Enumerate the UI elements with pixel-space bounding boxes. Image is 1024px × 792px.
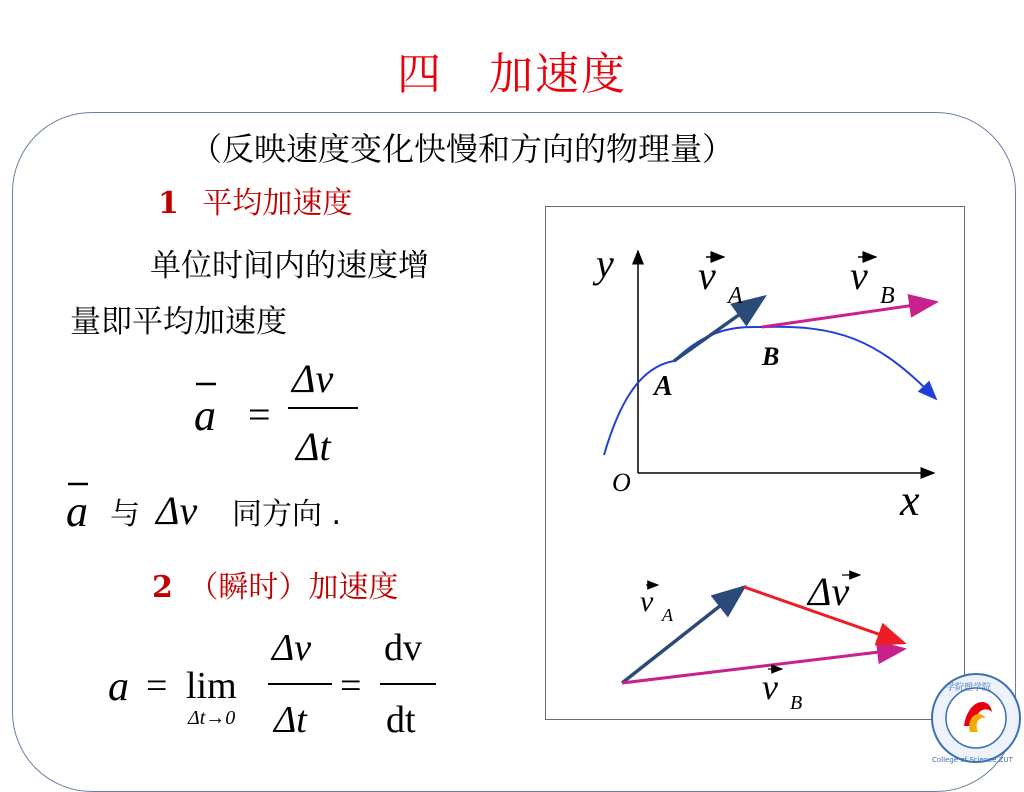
formula1-equals: = — [248, 392, 271, 437]
formula1-lhs: a — [194, 391, 216, 440]
definition-line-1: 单位时间内的速度增 — [150, 248, 429, 284]
vb-label: v — [850, 253, 868, 298]
section-2-heading — [152, 562, 398, 606]
logo-bottom-text: College of Science,ZUT — [932, 756, 1013, 764]
velocity-vector-b — [762, 302, 936, 327]
formula2-equals-2: = — [340, 665, 362, 707]
x-axis-label: x — [900, 476, 920, 525]
formula2-numerator-2: dv — [384, 627, 422, 669]
average-acceleration-formula — [190, 352, 380, 472]
formula1-numerator: Δv — [292, 356, 334, 401]
formula2-equals-1: = — [146, 665, 168, 707]
triangle-vb-label: v — [762, 667, 778, 707]
velocity-vector-a — [674, 297, 764, 361]
page-title: 四 加速度 — [397, 49, 627, 100]
formula2-denominator-1: Δt — [274, 699, 307, 741]
triangle-va-subscript: A — [662, 605, 673, 625]
direction-with: 与 — [110, 497, 140, 532]
triangle-va-label: v — [640, 585, 654, 618]
vb-subscript: B — [880, 283, 895, 309]
direction-a: a — [66, 487, 88, 536]
triangle-vb-subscript: B — [790, 692, 803, 714]
point-a-label: A — [654, 371, 673, 402]
section-1-label: 平均加速度 — [202, 186, 353, 221]
subtitle: （反映速度变化快慢和方向的物理量） — [190, 130, 735, 168]
section-2-number: 2 — [152, 570, 173, 605]
va-subscript: A — [728, 283, 743, 309]
section-1-number: 1 — [158, 186, 179, 221]
formula2-lim: lim — [186, 665, 237, 707]
section-2-label: （瞬时）加速度 — [188, 570, 399, 605]
va-label: v — [698, 253, 716, 298]
instantaneous-acceleration-formula — [104, 622, 444, 742]
diagram-panel — [545, 206, 965, 720]
formula2-denominator-2: dt — [386, 699, 416, 741]
formula1-denominator: Δt — [296, 424, 331, 469]
formula2-numerator-1: Δv — [272, 627, 312, 669]
point-b-label: B — [762, 342, 780, 371]
triangle-dv-label: Δv — [808, 569, 850, 614]
college-logo — [928, 668, 1024, 768]
velocity-diagram — [546, 207, 964, 719]
direction-statement — [64, 474, 384, 538]
y-axis-label: y — [596, 241, 614, 286]
direction-dv: Δv — [156, 488, 198, 533]
origin-label: O — [612, 468, 631, 497]
direction-rest: 同方向 . — [232, 497, 342, 532]
section-1-heading — [158, 178, 352, 222]
formula2-lim-sub: Δt→0 — [188, 707, 236, 729]
definition-line-2: 量即平均加速度 — [70, 304, 287, 340]
formula2-lhs: a — [108, 664, 129, 710]
logo-arc-text: 学院理学院 — [946, 683, 992, 693]
